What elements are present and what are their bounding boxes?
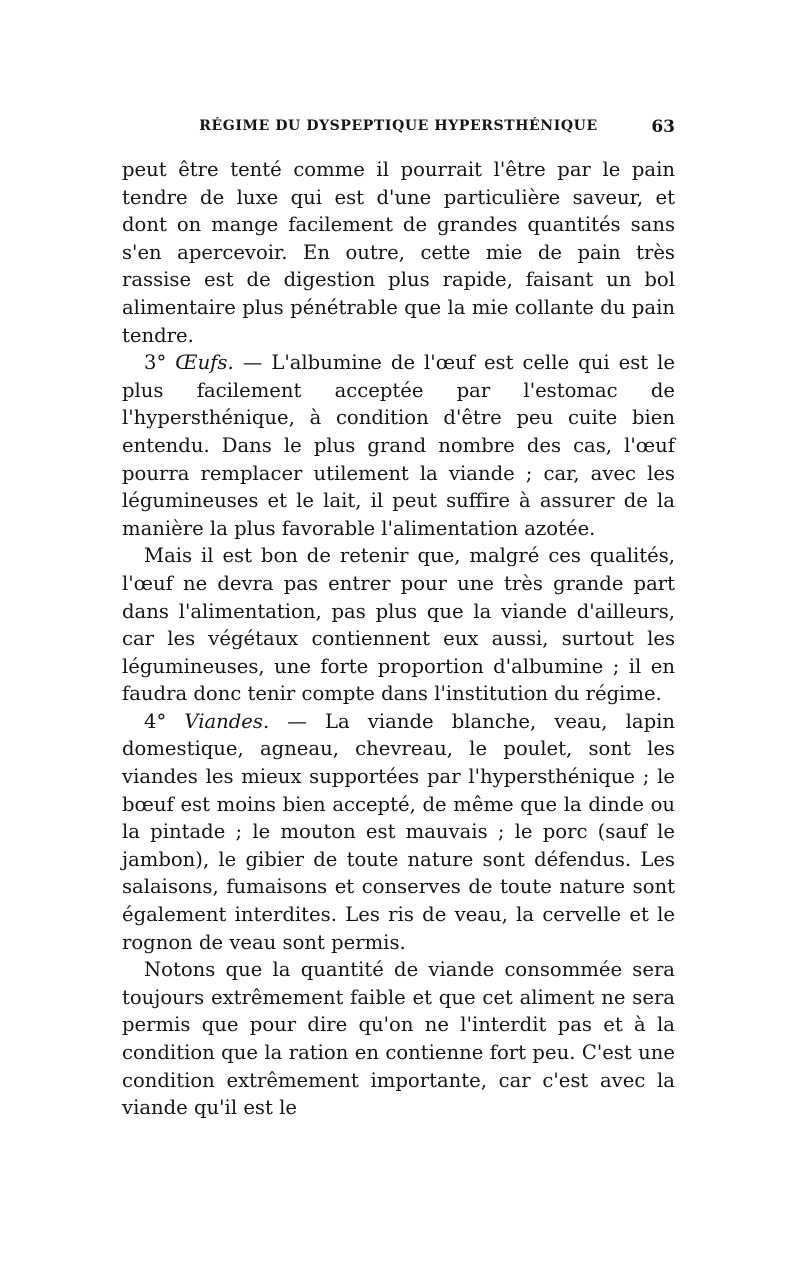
paragraph-continuation: peut être tenté comme il pourrait l'être par le pain tendre de luxe qui est d'une particulière saveur, et dont on mange facilement de grandes quantités sans s'en apercevoir. En outre, cette mie de pain très rassise est de digestion plus rapide, faisant un bol alimentaire plus pénétrable que la mie collante du pain tendre. [122, 158, 675, 347]
paragraph-oeufs [122, 349, 675, 542]
running-head: RÉGIME DU DYSPEPTIQUE HYPERSTHÉNIQUE [199, 118, 598, 134]
paragraph-oeufs-text: — L'albumine de l'œuf est celle qui est le plus facilement acceptée par l'estomac de l'hypersthénique, à condition d'être peu cuite bien entendu. Dans le plus grand nombre des cas, l'œuf pourra remplacer utilement la viande ; car, avec les légumineuses et le lait, il peut suffire à assurer de la manière la plus favorable l'alimentation azotée. [122, 351, 675, 540]
page-header [122, 118, 675, 140]
page-number: 63 [651, 117, 675, 137]
paragraph-viandes-text: — La viande blanche, veau, lapin domestique, agneau, chevreau, le poulet, sont les viandes les mieux supportées par l'hypersthénique ; le bœuf est moins bien accepté, de même que la dinde ou la pintade ; le mouton est mauvais ; le porc (sauf le jambon), le gibier de toute nature sont défendus. Les salaisons, fumaisons et conserves de toute nature sont également interdites. Les ris de veau, la cervelle et le rognon de veau sont permis. [122, 709, 676, 954]
paragraph-viandes [122, 708, 675, 956]
section-marker-4: 4° [144, 709, 167, 733]
section-marker-3: 3° [144, 351, 167, 375]
section-title-oeufs: Œufs. [175, 351, 234, 375]
book-page [122, 118, 675, 1122]
paragraph-notons: Notons que la quantité de viande consommée sera toujours extrêmement faible et que cet aliment ne sera permis que pour dire qu'on ne l'interdit pas et à la condition que la ration en contienne fort peu. C'est une condition extrêmement importante, car c'est avec la viande qu'il est le [122, 958, 675, 1120]
paragraph-albumine: Mais il est bon de retenir que, malgré ces qualités, l'œuf ne devra pas entrer pour une très grande part dans l'alimentation, pas plus que la viande d'ailleurs, car les végétaux contiennent eux aussi, surtout les légumineuses, une forte proportion d'albumine ; il en faudra donc tenir compte dans l'institution du régime. [122, 544, 675, 706]
section-title-viandes: Viandes. [184, 709, 270, 733]
